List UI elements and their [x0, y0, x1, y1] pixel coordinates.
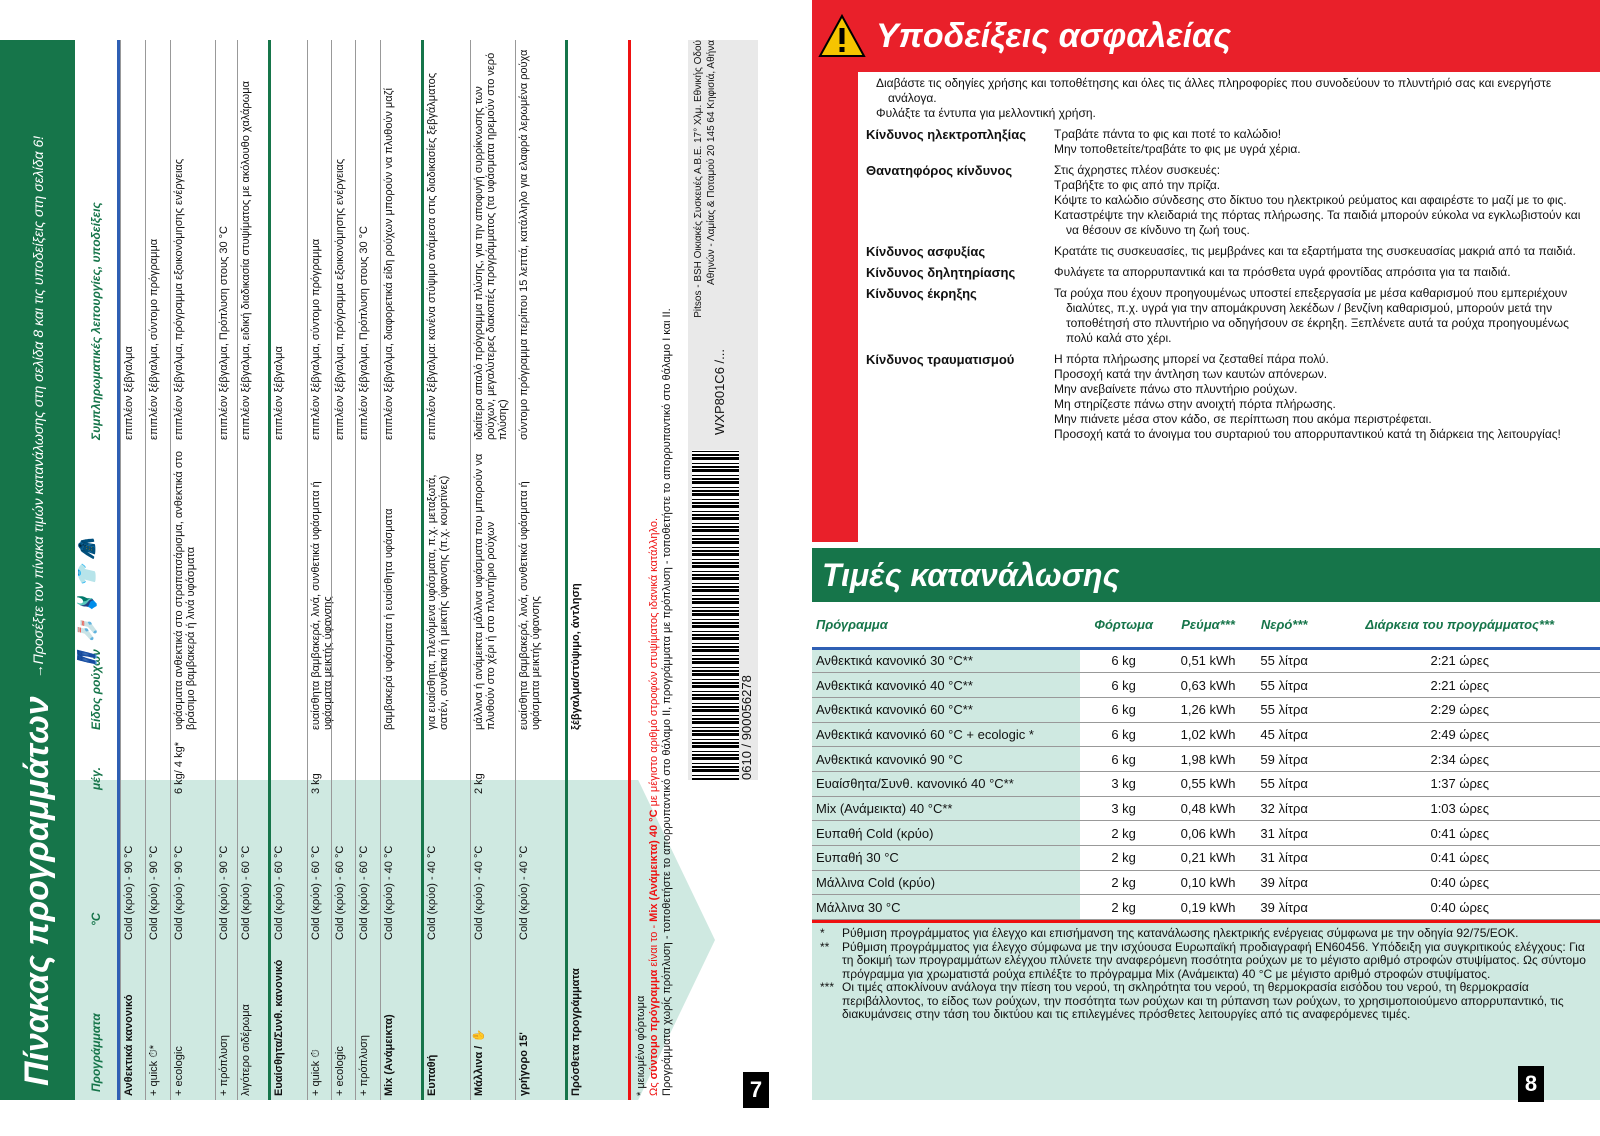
program-temp: Cold (κρύο) - 90 °C [148, 845, 160, 940]
page-number-left: 7 [743, 1072, 769, 1108]
consumption-cell: 1:03 ώρες [1319, 796, 1600, 821]
program-name: + quick ⏱* [148, 1044, 160, 1096]
consumption-cell: 0,06 kWh [1167, 821, 1249, 846]
program-fabric: ξέβγαλμα/στύψιμο, άντληση [570, 583, 582, 730]
program-extra: επιπλέον ξέβγαλμα, Πρόπλυση στους 30 °C [218, 225, 230, 440]
hazard-item [866, 244, 1592, 259]
hazard-line: Τραβήξτε το φις από την πρίζα. [1054, 178, 1221, 192]
program-fabric: ευαίσθητα βαμβακερά, λινά, συνθετικά υφάσματα ή υφάσματα μεικτής ύφανσης [518, 481, 542, 730]
consumption-cell: 3 kg [1080, 796, 1167, 821]
consumption-row [812, 648, 1600, 673]
header-fabric: Είδος ρούχων [89, 649, 103, 730]
consumption-cell: 39 λίτρα [1249, 870, 1320, 895]
consumption-row [812, 722, 1600, 747]
consumption-cell: 1,98 kWh [1167, 747, 1249, 772]
header-extra: Συμπληρωματικές λειτουργίες, υποδείξεις [89, 202, 103, 440]
footnote-text: Οι τιμές αποκλίνουν ανάλογα την πίεση του νερού, τη σκληρότητα του νερού, τη θερμοκρασία εισόδου του νερού, τη θερμοκρασία περιβάλλοντος, το είδος των ρούχων, την ποσότητα των ρούχων και τη ρύπανση των ρούχων, το χρησιμοποιούμενο απορρυπαντικό, τις διακυμάνσεις στην τάση του δικτύου και τις επιλεγμένες πρόσθετες λειτουργίες από τις αναφερόμενες τιμές. [842, 980, 1564, 1021]
program-fabric: βαμβακερά υφάσματα ή ευαίσθητα υφάσματα [383, 508, 395, 730]
consumption-cell: 2 kg [1080, 846, 1167, 871]
safety-body [812, 72, 1600, 542]
consumption-cell: 55 λίτρα [1249, 673, 1320, 698]
program-row [423, 40, 470, 1100]
consumption-row [812, 796, 1600, 821]
consumption-row [812, 673, 1600, 698]
consumption-row [812, 771, 1600, 796]
consumption-cell: 0,21 kWh [1167, 846, 1249, 871]
program-name: Ευπαθή [426, 1054, 438, 1096]
consumption-row [812, 895, 1600, 920]
consumption-cell: 2:34 ώρες [1319, 747, 1600, 772]
program-name: γρήγορο 15' [518, 1032, 530, 1096]
consumption-col-header: Ρεύμα*** [1167, 602, 1249, 648]
consumption-cell: 45 λίτρα [1249, 722, 1320, 747]
program-row [237, 40, 270, 1100]
program-temp: Cold (κρύο) - 90 °C [173, 845, 185, 940]
warning-icon [818, 12, 866, 60]
consumption-col-header: Διάρκεια του προγράμματος*** [1319, 602, 1600, 648]
footnote-mark: *** [820, 980, 835, 994]
note-detergent: Προγράμματα χωρίς πρόπλυση - τοποθετήστε το απορρυπαντικό στο θάλαμο II, προγράμματα με πρόπλυση - τοποθετήστε το απορρυπαντικό στο θάλαμο I και II. [661, 308, 673, 1096]
barcode [692, 450, 754, 780]
header-programs: Προγράμματα [89, 1013, 103, 1092]
footnote [820, 981, 1592, 1022]
table-notes [635, 308, 674, 1096]
consumption-cell: 6 kg [1080, 722, 1167, 747]
consumption-title: Τιμές κατανάλωσης [822, 556, 1120, 593]
hazard-line: Καταστρέψτε την κλειδαριά της πόρτας πλήρωσης. Τα παιδιά μπορούν εύκολα να εγκλωβιστούν και να θέσουν σε κίνδυνο τη ζωή τους. [1054, 208, 1581, 237]
consumption-cell: 2:21 ώρες [1319, 648, 1600, 673]
program-name: + quick ⏱ [310, 1049, 322, 1096]
consumption-cell: 2:49 ώρες [1319, 722, 1600, 747]
consumption-cell: 2:21 ώρες [1319, 673, 1600, 698]
consumption-cell: 6 kg [1080, 673, 1167, 698]
program-fabric: ευαίσθητα βαμβακερά, λινά, συνθετικά υφάσματα ή υφάσματα μεικτής ύφανσης [310, 481, 334, 730]
program-table-rotated [18, 40, 715, 1100]
consumption-cell: 31 λίτρα [1249, 821, 1320, 846]
consumption-cell: Ευαίσθητα/Συνθ. κανονικό 40 °C** [812, 771, 1080, 796]
consumption-cell: 1,02 kWh [1167, 722, 1249, 747]
hazard-line: Μη στηρίζεστε πάνω στην ανοιχτή πόρτα πλήρωσης. [1054, 397, 1336, 411]
hazard-item [866, 286, 1592, 346]
safety-intro-item: Διαβάστε τις οδηγίες χρήσης και τοποθέτησης και όλες τις άλλες πληροφορίες που συνοδεύουν το πλυντήριό σας και ενεργήστε ανάλογα. [876, 76, 1552, 105]
consumption-cell: 6 kg [1080, 648, 1167, 673]
safety-header [812, 0, 1600, 72]
program-row [145, 40, 170, 1100]
program-extra: επιπλέον ξέβγαλμα, σύντομο πρόγραμμα [310, 238, 322, 440]
program-row [170, 40, 215, 1100]
program-name: + πρόπλυση [358, 1034, 370, 1096]
consumption-table [812, 602, 1600, 920]
hazard-line: Μην ανεβαίνετε πάνω στο πλυντήριο ρούχων. [1054, 382, 1298, 396]
hazard-item [866, 265, 1592, 280]
program-extra: επιπλέον ξέβγαλμα, πρόγραμμα εξοικονόμησης ενέργειας [334, 158, 346, 440]
hazard-label: Θανατηφόρος κίνδυνος [866, 163, 1013, 178]
program-extra: επιπλέον ξέβγαλμα [273, 346, 285, 440]
footnote-text: Ρύθμιση προγράμματος για έλεγχο και επισήμανση της κατανάλωσης ηλεκτρικής ενέργειας σύμφωνα με την οδηγία 92/75/ΕΟΚ. [842, 926, 1519, 940]
consumption-row [812, 747, 1600, 772]
program-name: Μάλλινα / ✋ [473, 1029, 485, 1096]
program-temp: Cold (κρύο) - 40 °C [518, 845, 530, 940]
consumption-cell: 3 kg [1080, 771, 1167, 796]
consumption-cell: 0,63 kWh [1167, 673, 1249, 698]
consumption-cell: Μάλλινα Cold (κρύο) [812, 870, 1080, 895]
program-row [215, 40, 237, 1100]
consumption-cell: Ανθεκτικά κανονικό 40 °C** [812, 673, 1080, 698]
consumption-cell: Μάλλινα 30 °C [812, 895, 1080, 920]
hazard-label: Κίνδυνος ηλεκτροπληξίας [866, 127, 1027, 142]
hazard-item [866, 352, 1592, 442]
program-name: Ευαίσθητα/Συνθ. κανονικό [273, 959, 285, 1096]
hazard-line: Φυλάγετε τα απορρυπαντικά και τα πρόσθετα υγρά φροντίδας απρόσιτα για τα παιδιά. [1054, 265, 1511, 279]
consumption-cell: 0,10 kWh [1167, 870, 1249, 895]
program-load: 3 kg [310, 773, 322, 794]
program-row [567, 40, 605, 1100]
program-row [515, 40, 567, 1100]
program-temp: Cold (κρύο) - 60 °C [240, 845, 252, 940]
consumption-cell: 6 kg [1080, 747, 1167, 772]
hazard-line: Μην τοποθετείτε/τραβάτε το φις με υγρά χέρια. [1054, 142, 1301, 156]
hazard-line: Η πόρτα πλήρωσης μπορεί να ζεσταθεί πάρα πολύ. [1054, 352, 1329, 366]
program-name: Ανθεκτικά κανονικό [123, 994, 135, 1096]
consumption-col-header: Φόρτωμα [1080, 602, 1167, 648]
consumption-header-row [812, 602, 1600, 648]
hazard-line: Τα ρούχα που έχουν προηγουμένως υποστεί επεξεργασία με μέσα καθαρισμού που εμπεριέχουν διαλύτες, π.χ. υγρά για την απομάκρυνση λεκέδων / βενζίνη καθαρισμού, μπορούν μετά την τοποθέτησή στο πλυντήριο να οδηγήσουν σε έκρηξη. Ξεπλένετε αυτά τα ρούχα προηγουμένως πολύ καλά στο χέρι. [1054, 286, 1569, 345]
program-temp: Cold (κρύο) - 40 °C [473, 845, 485, 940]
hazard-line: Κρατάτε τις συσκευασίες, τις μεμβράνες και τα εξαρτήματα της συσκευασίας μακριά από τα παιδιά. [1054, 244, 1576, 258]
consumption-cell: 0,55 kWh [1167, 771, 1249, 796]
footnote [820, 941, 1592, 982]
consumption-cell: 0:40 ώρες [1319, 895, 1600, 920]
model-number: WXP801C6 /... [712, 349, 727, 435]
program-fabric: μάλλινα ή ανάμεικτα μάλλινα υφάσματα που μπορούν να πλυθούν στο χέρι ή στο πλυντήριο ρούχων [473, 453, 497, 730]
program-temp: Cold (κρύο) - 60 °C [310, 845, 322, 940]
consumption-cell: 1,26 kWh [1167, 697, 1249, 722]
consumption-row [812, 697, 1600, 722]
consumption-cell: 32 λίτρα [1249, 796, 1320, 821]
program-row [331, 40, 355, 1100]
barcode-bars [692, 450, 739, 780]
consumption-row [812, 821, 1600, 846]
program-table-subtitle: →Προσέξτε τον πίνακα τιμών κατανάλωσης στη σελίδα 8 και τις υποδείξεις στη σελίδα 6! [29, 135, 46, 679]
program-name: λιγότερο σιδέρωμα [240, 1004, 252, 1096]
hazard-line: Προσοχή κατά την άντληση των καυτών απόνερων. [1054, 367, 1328, 381]
program-temp: Cold (κρύο) - 90 °C [123, 845, 135, 940]
consumption-cell: 55 λίτρα [1249, 697, 1320, 722]
footnote-mark: * [820, 926, 825, 940]
program-row [120, 40, 145, 1100]
safety-intro-item: Φυλάξτε τα έντυπα για μελλοντική χρήση. [876, 106, 1096, 120]
program-name: Mix (Ανάμεικτα) [383, 1014, 395, 1096]
hazard-item [866, 127, 1592, 157]
consumption-row [812, 870, 1600, 895]
hazard-label: Κίνδυνος ασφυξίας [866, 244, 986, 259]
program-table-title-band [0, 40, 75, 1100]
program-table-page [0, 0, 790, 1136]
program-extra: επιπλέον ξέβγαλμα [123, 346, 135, 440]
company-address: Pitsos - BSH Οικιακές Συσκευές Α.Β.Ε. 17° Χλμ. Εθνικής Οδού Αθηνών - Λαμίας & Ποταμού 20 145 64 Κηφισιά, Αθήνα [693, 40, 717, 318]
consumption-cell: Ανθεκτικά κανονικό 60 °C** [812, 697, 1080, 722]
consumption-cell: 2 kg [1080, 821, 1167, 846]
consumption-cell: 55 λίτρα [1249, 648, 1320, 673]
consumption-cell: Ανθεκτικά κανονικό 90 °C [812, 747, 1080, 772]
hazard-label: Κίνδυνος τραυματισμού [866, 352, 1015, 367]
program-temp: Cold (κρύο) - 60 °C [334, 845, 346, 940]
program-load: 6 kg/ 4 kg* [173, 742, 185, 794]
consumption-cell: Ευπαθή 30 °C [812, 846, 1080, 871]
program-row [380, 40, 423, 1100]
program-temp: Cold (κρύο) - 60 °C [273, 845, 285, 940]
program-name: + ecologic [334, 1046, 346, 1096]
consumption-cell: 31 λίτρα [1249, 846, 1320, 871]
consumption-row [812, 846, 1600, 871]
hazard-label: Κίνδυνος δηλητηρίασης [866, 265, 1016, 280]
hazard-label: Κίνδυνος έκρηξης [866, 286, 977, 301]
consumption-cell: 1:37 ώρες [1319, 771, 1600, 796]
consumption-cell: 0:41 ώρες [1319, 821, 1600, 846]
header-load: μέγ. [89, 767, 103, 790]
consumption-cell: 6 kg [1080, 697, 1167, 722]
consumption-cell: Ευπαθή Cold (κρύο) [812, 821, 1080, 846]
footnote [820, 927, 1592, 941]
consumption-cell: 0,48 kWh [1167, 796, 1249, 821]
consumption-cell: 0:40 ώρες [1319, 870, 1600, 895]
barcode-area [688, 40, 758, 780]
consumption-cell: 2:29 ώρες [1319, 697, 1600, 722]
consumption-cell: 2 kg [1080, 870, 1167, 895]
program-table-title: Πίνακας προγραμμάτων [18, 696, 56, 1086]
program-fabric: για ευαίσθητα, πλενόμενα υφάσματα, π.χ. μεταξωτά, σατέν, συνθετικά ή μεικτής ύφανσης (π.χ. κουρτίνες) [426, 474, 450, 730]
program-row [270, 40, 307, 1100]
fabric-icons: 👖 🧦 🩱 👕 🧥 [77, 537, 97, 670]
footnote-text: Ρύθμιση προγράμματος για έλεγχο σύμφωνα με την ισχύουσα Ευρωπαϊκή προδιαγραφή EN60456. Υπόδειξη για συγκριτικούς ελέγχους: Για τη δοκιμή των προγραμμάτων ελέγχου πλύνετε την αναφερόμενη ποσότητα ρούχων με το μέγιστο αριθμό στροφών στυψίματος. Ως σύντομο πρόγραμμα για χρωματιστά ρούχα επιλέξτε το πρόγραμμα Mix (Ανάμεικτα) 40 °C με μέγιστο αριθμό στροφών στυψίματος. [842, 939, 1586, 981]
consumption-cell: 0:41 ώρες [1319, 846, 1600, 871]
hazard-line: Προσοχή κατά το άνοιγμα του συρταριού του απορρυπαντικού κατά τη διάρκεια της λειτουργίας! [1054, 427, 1561, 441]
consumption-header [812, 548, 1600, 602]
hazard-item [866, 163, 1592, 238]
program-extra: επιπλέον ξέβγαλμα, ειδική διαδικασία στυψίματος με ακόλουθο χαλάρωμα [240, 81, 252, 440]
program-name: + πρόπλυση [218, 1034, 230, 1096]
safety-content [858, 72, 1600, 542]
program-extra: επιπλέον ξέβγαλμα, διαφορετικά είδη ρούχων μπορούν να πλυθούν μαζί [383, 88, 395, 440]
program-row [470, 40, 515, 1100]
consumption-cell: 0,19 kWh [1167, 895, 1249, 920]
program-extra: επιπλέον ξέβγαλμα, σύντομο πρόγραμμα [148, 238, 160, 440]
hazard-line: Κόψτε το καλώδιο σύνδεσης στο δίκτυο του ηλεκτρικού ρεύματος και αφαιρέστε το μαζί με το φις. [1054, 193, 1567, 207]
hazard-lead: Στις άχρηστες πλέον συσκευές: [1054, 163, 1221, 177]
consumption-cell: Ανθεκτικά κανονικό 30 °C** [812, 648, 1080, 673]
program-name: Πρόσθετα προγράμματα [570, 968, 582, 1096]
hazard-line: Τραβάτε πάντα το φις και ποτέ το καλώδιο! [1054, 127, 1282, 141]
program-row [355, 40, 380, 1100]
consumption-body [812, 648, 1600, 920]
program-temp: Cold (κρύο) - 60 °C [358, 845, 370, 940]
program-row [307, 40, 334, 1100]
note-reduced-load: * μειωμένο φόρτωμα [635, 995, 647, 1096]
program-load: 2 kg [473, 773, 485, 794]
consumption-cell: 2 kg [1080, 895, 1167, 920]
program-fabric: υφάσματα ανθεκτικά στο στραπατσάρισμα, ανθεκτικά στο βράσιμο βαμβακερά ή λινά υφάσματα [173, 451, 197, 730]
program-temp: Cold (κρύο) - 40 °C [426, 845, 438, 940]
footnote-mark: ** [820, 939, 830, 954]
barcode-number: 0610 / 900056278 [739, 675, 754, 780]
program-extra: επιπλέον ξέβγαλμα, Πρόπλυση στους 30 °C [358, 225, 370, 440]
safety-consumption-page [812, 0, 1600, 1136]
consumption-footnotes [812, 920, 1600, 1100]
note-short-program: Ως σύντομο πρόγραμμα είναι το - Mix (Ανάμεικτα) 40 °C με μέγιστο αριθμό στροφών στυψίματος ιδανικά κατάλληλο. [648, 517, 660, 1096]
consumption-cell: 39 λίτρα [1249, 895, 1320, 920]
hazard-line: Μην πιάνετε μέσα στον κάδο, σε περίπτωση που ακόμα περιστρέφεται. [1054, 412, 1432, 426]
program-extra: επιπλέον ξέβγαλμα, πρόγραμμα εξοικονόμησης ενέργειας [173, 158, 185, 440]
table-header [75, 40, 117, 1100]
program-extra: επιπλέον ξέβγαλμα: κανένα στύψιμο ανάμεσα στις διαδικασίες ξεβγάλματος [426, 72, 438, 440]
consumption-cell: 55 λίτρα [1249, 771, 1320, 796]
program-extra: σύντομο πρόγραμμα περίπου 15 λεπτά, κατάλληλο για ελαφρά λερωμένα ρούχα [518, 49, 530, 440]
consumption-cell: 59 λίτρα [1249, 747, 1320, 772]
program-name: + ecologic [173, 1046, 185, 1096]
consumption-cell: Ανθεκτικά κανονικό 60 °C + ecologic * [812, 722, 1080, 747]
consumption-col-header: Νερό*** [1249, 602, 1320, 648]
consumption-cell: 0,51 kWh [1167, 648, 1249, 673]
consumption-col-header: Πρόγραμμα [812, 602, 1080, 648]
program-extra: ιδιαίτερα απαλό πρόγραμμα πλύσης, για την αποφυγή συρρίκνωσης των ρούχων, μεγαλύτερες διακοπές προγράμματος (τα υφάσματα ηρεμούν στο νερό πλύσης) [473, 52, 509, 440]
program-temp: Cold (κρύο) - 90 °C [218, 845, 230, 940]
consumption-cell: Mix (Ανάμεικτα) 40 °C** [812, 796, 1080, 821]
program-temp: Cold (κρύο) - 40 °C [383, 845, 395, 940]
page-number-right: 8 [1518, 1066, 1544, 1102]
safety-title: Υποδείξεις ασφαλείας [876, 16, 1232, 55]
header-temp: °C [89, 912, 103, 926]
